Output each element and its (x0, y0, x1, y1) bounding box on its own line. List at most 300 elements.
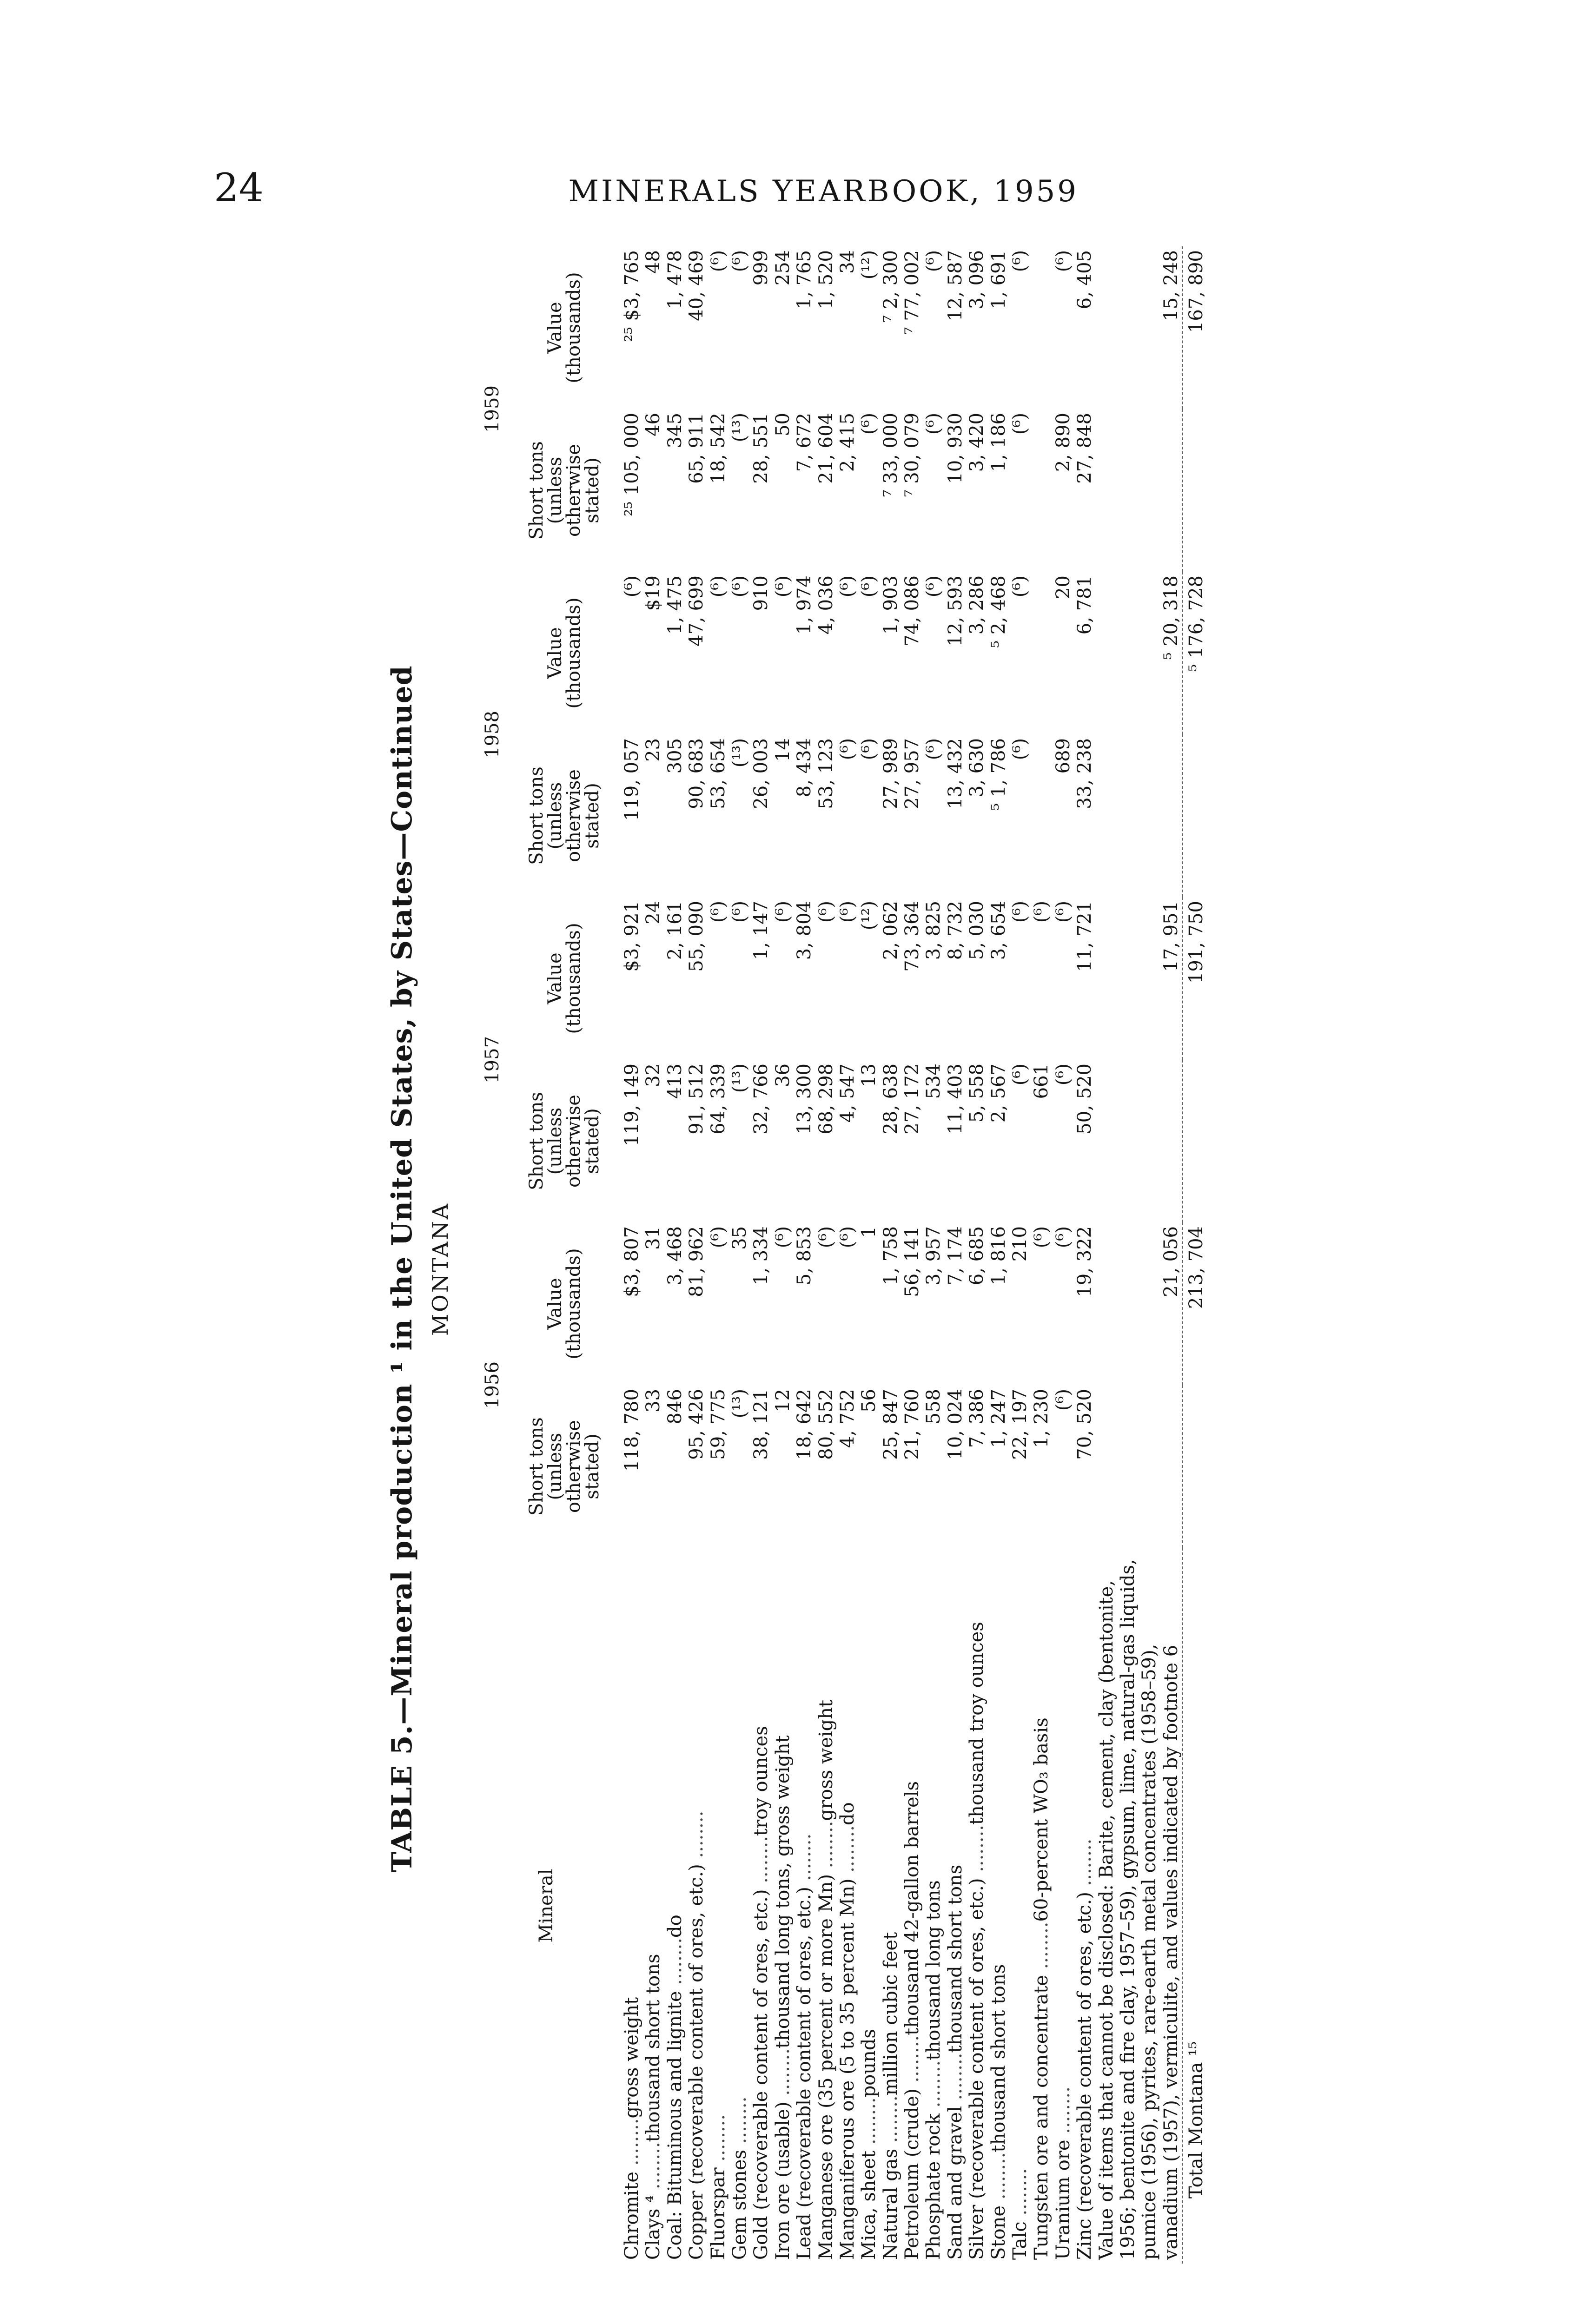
value-cell: 35 (728, 1226, 750, 1250)
quantity-cell: (⁶) (1052, 1063, 1074, 1086)
quantity-cell: 119, 057 (621, 738, 642, 821)
mineral-name: Manganese ore (35 percent or more Mn) (815, 1874, 837, 2260)
table-row (664, 246, 686, 2264)
mineral-cell (923, 1548, 944, 2264)
quantity-cell: (¹³) (728, 1389, 750, 1419)
value-cell: ⁷ 2, 300 (880, 250, 901, 323)
value-cell: (⁶) (728, 575, 750, 598)
unit-label: do (664, 1915, 686, 1938)
table-row (988, 246, 1009, 2264)
quantity-cell: (⁶) (858, 738, 880, 760)
value-cell: 213, 704 (1182, 1222, 1207, 1385)
value-cell: $19 (642, 575, 664, 611)
leader-dots: ........ (664, 1938, 686, 1991)
table-body (618, 246, 1207, 2264)
table-row (621, 246, 642, 2264)
leader-dots: ........ (621, 2118, 642, 2172)
quantity-cell: 661 (1031, 1063, 1053, 1099)
mineral-cell (837, 1548, 858, 2264)
value-cell: (⁶) (815, 1226, 837, 1248)
quantity-cell: 413 (664, 1063, 686, 1099)
value-cell: (⁶) (923, 575, 945, 598)
quantity-cell: 32 (642, 1063, 664, 1087)
quantity-cell: ²⁵ 105, 000 (621, 413, 642, 516)
quantity-cell: 27, 172 (901, 1063, 923, 1135)
mineral-name: Chromite (621, 2171, 642, 2260)
value-cell: 1, 758 (880, 1226, 901, 1286)
table-row (794, 246, 815, 2264)
quantity-cell: 2, 415 (836, 413, 858, 472)
leader-dots: ........ (642, 2142, 664, 2195)
table-row (708, 246, 729, 2264)
leader-dots: ........ (750, 1836, 772, 1889)
running-head: MINERALS YEARBOOK, 1959 (568, 174, 1079, 209)
mineral-cell (750, 1548, 772, 2264)
mineral-cell (1074, 1548, 1095, 2264)
leader-dots: ........ (1031, 1921, 1053, 1975)
value-cell: 5, 030 (966, 901, 988, 960)
quantity-cell: 118, 780 (621, 1389, 642, 1472)
value-cell: 210 (1009, 1226, 1031, 1262)
quantity-cell: 90, 683 (686, 738, 708, 809)
quantity-cell: (⁶) (1009, 413, 1031, 435)
value-column-header: Value (thousands) (544, 597, 584, 709)
page-number: 24 (214, 165, 264, 211)
table-row (923, 246, 944, 2264)
unit-label: do (836, 1802, 858, 1826)
quantity-cell: 91, 512 (686, 1063, 708, 1135)
quantity-cell: 14 (772, 738, 794, 762)
mineral-name: Coal: Bituminous and lignite (664, 1991, 686, 2260)
quantity-cell: 12 (772, 1389, 794, 1413)
mineral-name: Manganiferous ore (5 to 35 percent Mn) (836, 1878, 858, 2260)
quantity-cell: ⁷ 33, 000 (880, 413, 901, 497)
leader-dots: ........ (815, 1821, 837, 1875)
quantity-cell: 2, 890 (1052, 413, 1074, 472)
quantity-cell: (⁶) (1052, 1389, 1074, 1411)
mineral-name: Natural gas (880, 2148, 901, 2260)
quantity-cell: 25, 847 (880, 1389, 901, 1460)
leader-dots: ........ (1052, 2086, 1074, 2140)
value-cell: 20 (1052, 575, 1074, 599)
mineral-name: Petroleum (crude) (901, 2088, 923, 2260)
leader-dots: ........ (686, 1810, 708, 1864)
value-cell: 191, 750 (1182, 897, 1207, 1060)
table-row (772, 246, 794, 2264)
quantity-cell: 13 (858, 1063, 880, 1087)
quantity-cell: 36 (772, 1063, 794, 1087)
quantity-cell: 59, 775 (707, 1389, 729, 1460)
value-cell: (⁶) (815, 901, 837, 923)
leader-dots: ........ (901, 2035, 923, 2089)
value-cell: 6, 781 (1074, 575, 1096, 635)
leader-dots: ........ (1074, 1838, 1096, 1892)
value-cell: 21, 056 (1160, 1226, 1182, 1297)
total-label: Total Montana ¹⁵ (1182, 1548, 1207, 2264)
quantity-cell: 27, 957 (901, 738, 923, 809)
quantity-cell (1031, 734, 1052, 897)
value-cell: 3, 096 (966, 250, 988, 310)
quantity-cell (1182, 1060, 1207, 1222)
quantity-cell: (⁶) (836, 738, 858, 760)
quantity-cell: 70, 520 (1074, 1389, 1096, 1460)
quantity-cell: 22, 197 (1009, 1389, 1031, 1460)
value-column-header: Value (thousands) (544, 923, 584, 1034)
mineral-cell (772, 1548, 794, 2264)
mineral-name: Phosphate rock (923, 2113, 945, 2260)
leader-dots: ........ (880, 2095, 901, 2149)
value-cell: 3, 804 (794, 901, 815, 960)
quantity-cell: 80, 552 (815, 1389, 837, 1460)
value-cell: (⁶) (728, 901, 750, 923)
value-cell: 1, 520 (815, 250, 837, 310)
undisclosed-row (1096, 246, 1183, 2264)
unit-label: pounds (858, 2029, 880, 2098)
quantity-cell: 53, 123 (815, 738, 837, 809)
mineral-name: Fluorspar (707, 2167, 729, 2260)
value-cell: 7, 174 (944, 1226, 966, 1286)
leader-dots: ........ (772, 2048, 794, 2102)
value-cell: 2, 161 (664, 901, 686, 960)
quantity-cell: 65, 911 (686, 413, 708, 484)
value-cell: 2, 062 (880, 901, 901, 960)
value-cell: 5, 853 (794, 1226, 815, 1286)
year-header: 1958 (481, 711, 503, 758)
leader-dots: ........ (944, 2053, 966, 2106)
leader-dots: ........ (858, 2097, 880, 2151)
quantity-cell: 50 (772, 413, 794, 436)
mineral-name: Tungsten ore and concentrate (1031, 1975, 1053, 2260)
value-cell: ⁵ 2, 468 (987, 575, 1009, 648)
value-cell: 1, 475 (664, 575, 686, 635)
mineral-cell (1009, 1548, 1031, 2264)
value-cell: (⁶) (836, 901, 858, 923)
unit-label: gross weight (621, 1997, 642, 2119)
value-cell: 3, 468 (664, 1226, 686, 1286)
quantity-column-header: Short tons (unless otherwise stated) (526, 1417, 603, 1516)
quantity-cell: 33, 238 (1074, 738, 1096, 809)
mineral-cell (858, 1548, 880, 2264)
quantity-cell: (¹³) (728, 1063, 750, 1093)
unit-label: 60-percent WO₃ basis (1031, 1717, 1053, 1922)
unit-label: thousand short tons (987, 1964, 1009, 2152)
value-cell: 17, 951 (1160, 901, 1182, 972)
mineral-cell (621, 1548, 642, 2264)
undisclosed-note: Value of items that cannot be disclosed: Barite, cement, clay (bentonite, 1956; bentonite and fire clay, 1957–59), gypsum, lime, natural-gas liquids, pumice (1956), pyrites, rare-earth metal concentrates (1958–59), vanadium (1957), vermiculite, and values indicated by footnote 6 (1095, 1559, 1182, 2260)
quantity-column-header: Short tons (unless otherwise stated) (526, 1092, 603, 1190)
value-cell: 24 (642, 901, 664, 924)
table-row (815, 246, 837, 2264)
quantity-cell: 534 (923, 1063, 945, 1099)
quantity-cell (1182, 1385, 1207, 1548)
value-cell: 1, 903 (880, 575, 901, 635)
value-cell: 47, 699 (686, 575, 708, 647)
unit-label: million cubic feet (880, 1932, 901, 2096)
mineral-name: Uranium ore (1052, 2139, 1074, 2260)
mineral-cell (642, 1548, 664, 2264)
value-cell: 1 (858, 1226, 880, 1238)
value-cell: 1, 974 (794, 575, 815, 635)
quantity-cell: (⁶) (1009, 1063, 1031, 1086)
quantity-cell: 8, 434 (794, 738, 815, 798)
mineral-cell (988, 1548, 1009, 2264)
mineral-cell (901, 1548, 923, 2264)
value-cell: 4, 036 (815, 575, 837, 635)
value-cell: 11, 721 (1074, 901, 1096, 972)
quantity-cell: 7, 386 (966, 1389, 988, 1448)
quantity-cell: 68, 298 (815, 1063, 837, 1135)
value-cell: 55, 090 (686, 901, 708, 972)
value-cell: (⁶) (923, 250, 945, 272)
mineral-cell (1031, 1548, 1052, 2264)
unit-label: gross weight (815, 1699, 837, 1821)
value-cell: (⁶) (1031, 901, 1053, 923)
total-row (1182, 246, 1207, 2264)
quantity-cell: 28, 638 (880, 1063, 901, 1135)
year-header: 1956 (481, 1361, 503, 1409)
quantity-cell: (⁶) (923, 413, 945, 435)
value-cell: (⁶) (707, 575, 729, 598)
value-cell: 40, 469 (686, 250, 708, 321)
quantity-cell: 689 (1052, 738, 1074, 774)
mineral-name: Sand and gravel (944, 2106, 966, 2260)
mineral-cell (880, 1548, 901, 2264)
value-cell (1031, 246, 1052, 409)
value-cell: ²⁵ $3, 765 (621, 250, 642, 342)
quantity-cell (1096, 734, 1183, 897)
quantity-cell: 27, 989 (880, 738, 901, 809)
value-cell: (¹²) (858, 901, 880, 931)
mineral-cell (664, 1548, 686, 2264)
table-row (642, 246, 664, 2264)
quantity-column-header: Short tons (unless otherwise stated) (526, 766, 603, 865)
value-cell: (⁶) (858, 575, 880, 598)
quantity-cell: 305 (664, 738, 686, 774)
value-cell: 1, 765 (794, 250, 815, 310)
state-heading: MONTANA (428, 1202, 453, 1336)
table-row (1053, 246, 1074, 2264)
quantity-cell: (⁶) (858, 413, 880, 435)
value-cell: (⁶) (1052, 1226, 1074, 1248)
quantity-cell: 11, 403 (944, 1063, 966, 1135)
quantity-cell: 13, 300 (794, 1063, 815, 1135)
value-cell: (⁶) (1052, 901, 1074, 923)
leader-dots: ........ (1009, 2168, 1031, 2222)
value-cell: 1, 147 (750, 901, 772, 960)
quantity-cell: 7, 672 (794, 413, 815, 472)
mineral-name: Stone (987, 2205, 1009, 2260)
table-row (750, 246, 772, 2264)
mineral-name: Silver (recoverable content of ores, etc.) (966, 1878, 988, 2260)
quantity-cell: 4, 547 (836, 1063, 858, 1123)
value-cell: 34 (836, 250, 858, 274)
value-cell: ⁷ 77, 002 (901, 250, 923, 335)
quantity-cell: 1, 247 (987, 1389, 1009, 1448)
mineral-cell (966, 1548, 987, 2264)
table-row (966, 246, 987, 2264)
quantity-cell: 38, 121 (750, 1389, 772, 1460)
quantity-cell: 1, 186 (987, 413, 1009, 472)
leader-dots: ........ (987, 2152, 1009, 2205)
unit-label: thousand troy ounces (966, 1622, 988, 1825)
value-cell: 3, 825 (923, 901, 945, 960)
table-row (837, 246, 858, 2264)
quantity-cell: 4, 752 (836, 1389, 858, 1448)
quantity-column-header: Short tons (unless otherwise stated) (526, 441, 603, 540)
mineral-column-header: Mineral (536, 1868, 557, 1943)
quantity-cell: 345 (664, 413, 686, 449)
value-cell: (¹²) (858, 250, 880, 280)
mineral-cell (686, 1548, 707, 2264)
value-cell: 12, 587 (944, 250, 966, 321)
value-cell: (⁶) (621, 575, 642, 598)
mineral-name: Talc (1009, 2221, 1031, 2260)
value-cell: 6, 405 (1074, 250, 1096, 310)
value-cell: 254 (772, 250, 794, 286)
table-row (1031, 246, 1052, 2264)
quantity-cell: ⁷ 30, 079 (901, 413, 923, 497)
value-cell: 910 (750, 575, 772, 611)
quantity-cell: 33 (642, 1389, 664, 1413)
quantity-cell (1182, 409, 1207, 572)
quantity-cell: 13, 432 (944, 738, 966, 809)
quantity-cell: 50, 520 (1074, 1063, 1096, 1135)
value-cell: 31 (642, 1226, 664, 1250)
unit-label: thousand short tons (944, 1864, 966, 2053)
quantity-cell: 2, 567 (987, 1063, 1009, 1123)
value-cell: $3, 807 (621, 1226, 642, 1297)
value-cell: 3, 957 (923, 1226, 945, 1286)
leader-dots: ........ (966, 1825, 988, 1878)
value-cell: 12, 593 (944, 575, 966, 647)
quantity-cell: (¹³) (728, 413, 750, 442)
mineral-cell (945, 1548, 966, 2264)
quantity-cell (1031, 409, 1052, 572)
quantity-cell: 5, 558 (966, 1063, 988, 1123)
mineral-name: Gem stones (728, 2150, 750, 2260)
quantity-cell: 46 (642, 413, 664, 436)
mineral-cell (815, 1548, 837, 2264)
value-cell: 74, 086 (901, 575, 923, 647)
unit-label: thousand long tons, gross weight (772, 1735, 794, 2049)
quantity-cell: 119, 149 (621, 1063, 642, 1147)
unit-label: thousand long tons (923, 1880, 945, 2060)
year-header: 1959 (481, 385, 503, 433)
value-cell: 15, 248 (1160, 250, 1182, 321)
quantity-cell: 26, 003 (750, 738, 772, 809)
value-cell: 999 (750, 250, 772, 286)
value-column-header: Value (thousands) (544, 272, 584, 383)
value-cell: (⁶) (728, 250, 750, 272)
value-cell: 1, 816 (987, 1226, 1009, 1286)
quantity-cell: (¹³) (728, 738, 750, 768)
mineral-cell (794, 1548, 815, 2264)
value-cell: 19, 322 (1074, 1226, 1096, 1297)
value-cell: (⁶) (772, 1226, 794, 1248)
value-cell: 1, 691 (987, 250, 1009, 310)
quantity-cell: 53, 654 (707, 738, 729, 809)
leader-dots: ........ (836, 1825, 858, 1879)
rotated-table-container (386, 246, 1409, 2291)
value-column-header: Value (thousands) (544, 1248, 584, 1360)
quantity-cell: 28, 551 (750, 413, 772, 484)
leader-dots: ........ (923, 2060, 945, 2114)
quantity-cell: 18, 542 (707, 413, 729, 484)
quantity-cell: ⁵ 1, 786 (987, 738, 1009, 811)
value-cell (1031, 572, 1052, 734)
value-cell: 3, 654 (987, 901, 1009, 960)
quantity-cell: (⁶) (923, 738, 945, 760)
value-cell: 73, 364 (901, 901, 923, 972)
unit-label: troy ounces (750, 1726, 772, 1836)
value-cell: 48 (642, 250, 664, 274)
table-row (880, 246, 901, 2264)
quantity-cell: 18, 642 (794, 1389, 815, 1460)
mineral-name: Lead (recoverable content of ores, etc.) (794, 1887, 815, 2260)
table-row (1009, 246, 1031, 2264)
table-row (729, 246, 750, 2264)
mineral-cell (729, 1548, 750, 2264)
value-cell: (⁶) (707, 250, 729, 272)
mineral-cell (1053, 1548, 1074, 2264)
quantity-cell: 21, 760 (901, 1389, 923, 1460)
value-cell: (⁶) (836, 1226, 858, 1248)
value-cell: 6, 685 (966, 1226, 988, 1286)
quantity-cell: 27, 848 (1074, 413, 1096, 484)
quantity-cell: 558 (923, 1389, 945, 1425)
value-cell: (⁶) (707, 1226, 729, 1248)
table-row (901, 246, 923, 2264)
value-cell: (⁶) (1009, 901, 1031, 923)
value-cell: (⁶) (1052, 250, 1074, 272)
mineral-cell (708, 1548, 729, 2264)
value-cell: (⁶) (1009, 575, 1031, 598)
mineral-name: Zinc (recoverable content of ores, etc.) (1074, 1892, 1096, 2260)
value-cell: ⁵ 176, 728 (1182, 572, 1207, 734)
mineral-name: Iron ore (usable) (772, 2101, 794, 2260)
unit-label: thousand short tons (642, 1954, 664, 2142)
value-cell: ⁵ 20, 318 (1160, 575, 1182, 660)
quantity-cell (1096, 409, 1183, 572)
value-cell: (⁶) (772, 901, 794, 923)
leader-dots: ........ (794, 1833, 815, 1887)
value-cell: 56, 141 (901, 1226, 923, 1297)
value-cell: 81, 962 (686, 1226, 708, 1297)
leader-dots: ........ (728, 2096, 750, 2150)
mineral-name: Mica, sheet (858, 2150, 880, 2260)
quantity-cell: 3, 420 (966, 413, 988, 472)
value-cell: (⁶) (707, 901, 729, 923)
table-row (858, 246, 880, 2264)
value-cell: (⁶) (1031, 1226, 1053, 1248)
value-cell: 1, 334 (750, 1226, 772, 1286)
quantity-cell: 3, 630 (966, 738, 988, 798)
leader-dots: ........ (707, 2114, 729, 2168)
unit-label: thousand 42-gallon barrels (901, 1781, 923, 2035)
year-header: 1957 (481, 1036, 503, 1083)
quantity-cell: 1, 230 (1031, 1389, 1053, 1448)
quantity-cell: (⁶) (1009, 738, 1031, 760)
mineral-name: Clays ⁴ (642, 2195, 664, 2260)
value-cell: 3, 286 (966, 575, 988, 635)
quantity-cell: 23 (642, 738, 664, 762)
quantity-cell: 32, 766 (750, 1063, 772, 1135)
table-row (686, 246, 707, 2264)
quantity-cell (1096, 1385, 1183, 1548)
value-cell: (⁶) (772, 575, 794, 598)
value-cell: (⁶) (836, 575, 858, 598)
quantity-cell: 846 (664, 1389, 686, 1425)
